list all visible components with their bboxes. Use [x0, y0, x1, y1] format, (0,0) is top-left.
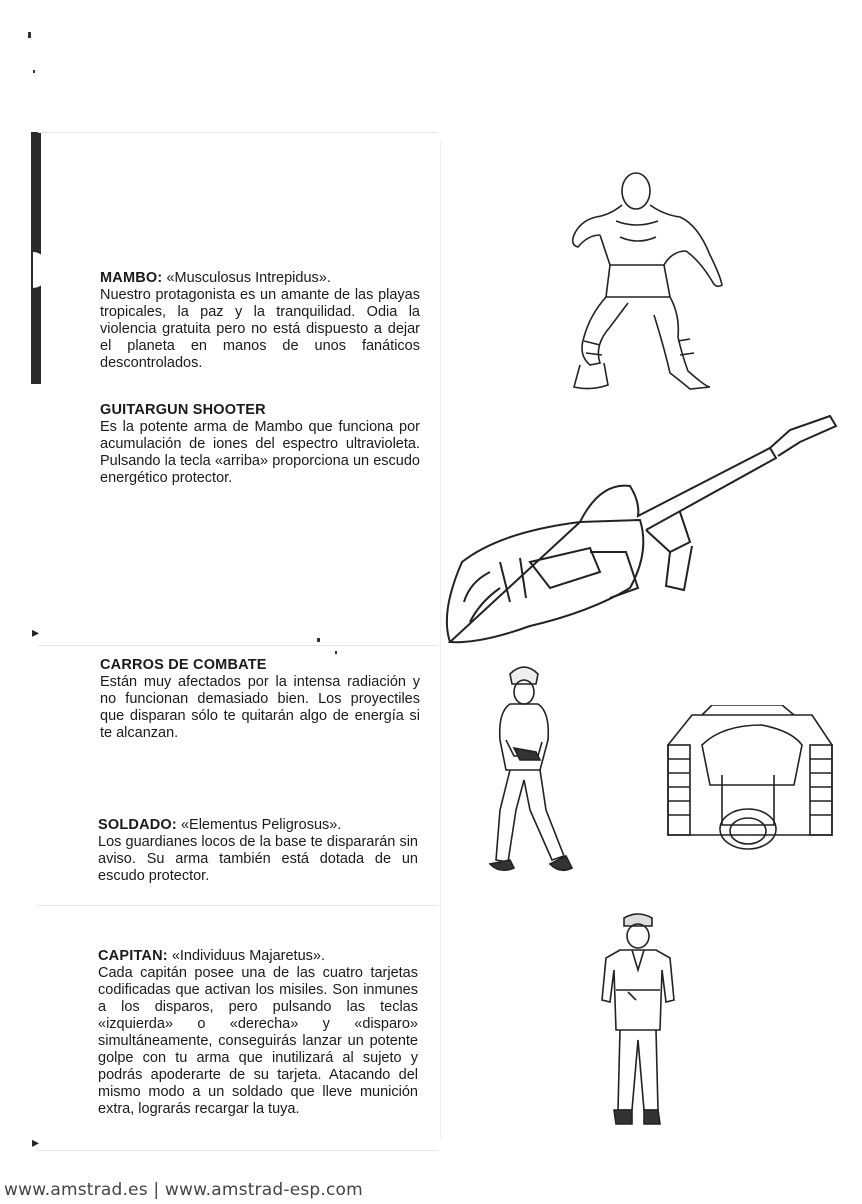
entry-carros — [100, 657, 420, 742]
scan-speck — [317, 638, 320, 642]
footer-url: www.amstrad.es | www.amstrad-esp.com — [4, 1180, 363, 1200]
fold-line — [38, 645, 438, 646]
entry-subtitle: «Individuus Majaretus». — [171, 948, 325, 964]
soldier-illustration — [480, 660, 580, 890]
captain-illustration — [598, 910, 678, 1140]
corner-mark: ▸ — [32, 1134, 40, 1150]
scan-speck — [335, 651, 337, 654]
entry-body: Están muy afectados por la intensa radiación y no funcionan demasiado bien. Los proyectiles que disparan sólo te quitarán algo de energía si te alcanzan. — [100, 674, 420, 741]
entry-body: Es la potente arma de Mambo que funciona por acumulación de iones del espectro ultravioleta. Pulsando la tecla «arriba» proporciona un escudo energético protector. — [100, 419, 420, 486]
entry-title: MAMBO: — [100, 270, 163, 286]
entry-subtitle: «Elementus Peligrosus». — [180, 817, 342, 833]
entry-title: CAPITAN: — [98, 948, 168, 964]
entry-capitan — [98, 948, 418, 1118]
entry-subtitle: «Musculosus Intrepidus». — [166, 270, 331, 286]
fold-line — [38, 132, 438, 133]
entry-mambo — [100, 270, 420, 372]
guitargun-illustration — [440, 412, 840, 652]
binding-notch — [33, 252, 47, 288]
entry-guitargun — [100, 402, 420, 487]
entry-body: Nuestro protagonista es un amante de las playas tropicales, la paz y la tranquilidad. Odia la violencia gratuita pero no está dispuesto a dejar el planeta en manos de unos fanáticos descontrolados. — [100, 287, 420, 371]
entry-body: Los guardianes locos de la base te dispararán sin aviso. Su arma también está dotada de un escudo protector. — [98, 834, 418, 884]
mambo-illustration — [560, 165, 730, 395]
entry-title: CARROS DE COMBATE — [100, 657, 267, 673]
entry-title: SOLDADO: — [98, 817, 177, 833]
scan-speck — [28, 32, 31, 38]
fold-line — [38, 905, 438, 906]
tank-illustration — [662, 705, 837, 855]
entry-title: GUITARGUN SHOOTER — [100, 402, 266, 418]
fold-line — [38, 1150, 438, 1151]
entry-soldado — [98, 817, 418, 885]
entry-body: Cada capitán posee una de las cuatro tarjetas codificadas que activan los misiles. Son inmunes a los disparos, pero pulsando las teclas «izquierda» o «derecha» y «disparo» simultáneamente, conseguirás lanzar un potente golpe con tu arma que inutilizará al sujeto y podrás apoderarte de su tarjeta. Atacando del mismo modo a un soldado que lleve munición extra, lograrás recargar la tuya. — [98, 965, 418, 1117]
corner-mark: ▸ — [32, 624, 40, 640]
scan-speck — [33, 70, 35, 73]
